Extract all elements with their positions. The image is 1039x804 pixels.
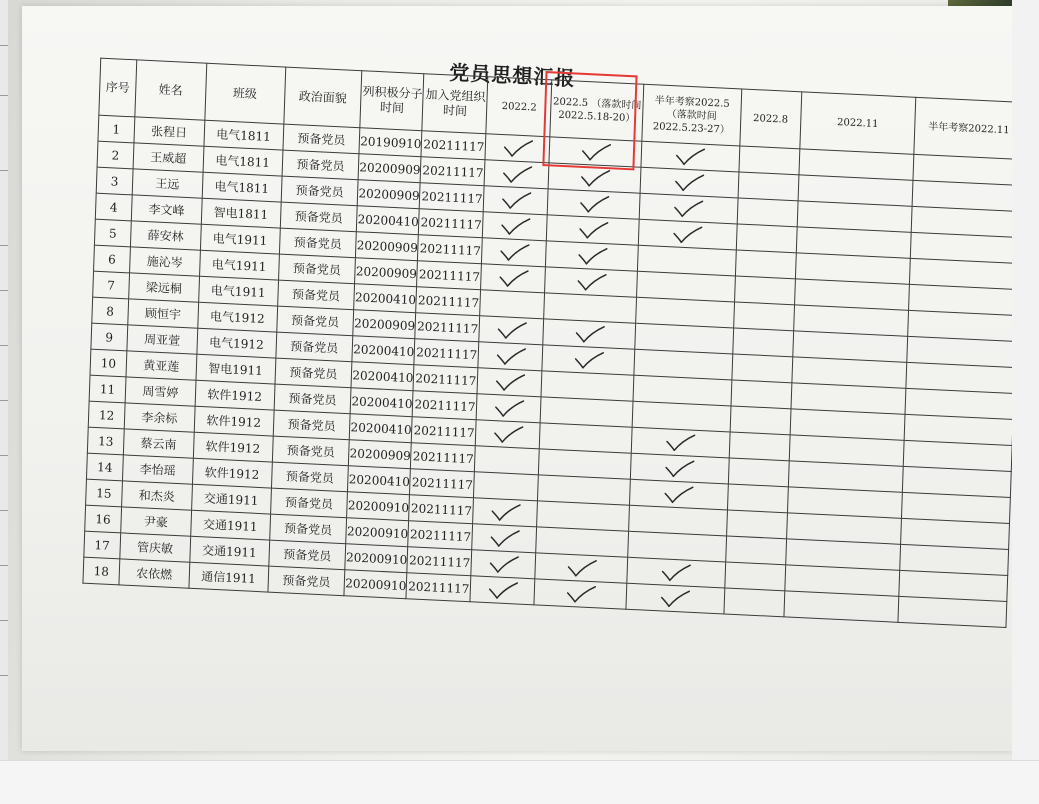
submission-cell-c4 [732,354,793,383]
political-status: 预备党员 [272,436,350,466]
row-number: 6 [94,245,131,273]
submission-cell-c4 [735,250,796,279]
column-header-c3: 半年考察2022.5 （落款时间 2022.5.23-27） [642,84,742,146]
submission-cell-c4 [729,432,790,461]
column-header-c2: 2022.5 （落款时间 2022.5.18-20） [550,80,644,141]
activist-date: 20200909 [353,310,416,339]
class-name: 电气1911 [200,224,280,254]
activist-date: 20190910 [359,128,422,157]
checkmark-icon [543,348,634,372]
submission-cell-c4 [733,328,794,357]
row-number: 7 [93,271,130,299]
column-header-joined: 加入党组织时间 [422,74,488,134]
class-name: 电气1811 [203,146,283,176]
join-date: 20211117 [411,443,476,472]
member-name: 李余标 [124,403,195,432]
political-status: 预备党员 [276,306,354,336]
join-date: 20211117 [408,521,473,550]
join-date: 20211117 [413,365,478,394]
political-status: 预备党员 [268,540,346,570]
submission-cell-c1 [485,160,550,189]
checkmark-icon [545,270,636,294]
join-date: 20211117 [409,495,474,524]
row-number: 5 [94,219,131,247]
activist-date: 20200410 [352,336,415,365]
class-name: 电气1811 [204,120,284,150]
activist-date: 20200910 [345,544,408,573]
submission-cell-c1 [482,238,547,267]
class-name: 软件1912 [195,380,275,410]
join-date: 20211117 [417,261,482,290]
join-date: 20211117 [416,287,481,316]
join-date: 20211117 [421,131,486,160]
submission-cell-c3 [626,583,725,614]
checkmark-icon [477,397,541,420]
checkmark-icon [642,144,739,169]
submission-cell-c1 [483,212,548,241]
checkmark-icon [535,582,626,606]
checkmark-icon [485,163,549,186]
checkmark-icon [631,456,728,481]
class-name: 电气1811 [202,172,282,202]
member-name: 农依燃 [119,559,190,588]
submission-cell-c4 [730,406,791,435]
submission-cell-c2 [534,579,627,609]
member-name: 王远 [132,169,203,198]
checkmark-icon [628,560,725,585]
checkmark-icon [471,579,535,602]
member-name: 黄亚莲 [126,351,197,380]
activist-date: 20200909 [356,232,419,261]
class-name: 电气1911 [198,276,278,306]
checkmark-icon [639,222,736,247]
submission-cell-c5 [784,591,899,623]
submission-cell-c1 [471,550,536,579]
checkmark-icon [476,423,540,446]
member-name: 梁远桐 [129,273,200,302]
column-header-activist: 列积极分子时间 [360,71,424,131]
activist-date: 20200410 [357,206,420,235]
column-header-name: 姓名 [135,60,207,120]
join-date: 20211117 [421,157,486,186]
submission-cell-c1 [479,316,544,345]
checkmark-icon [547,218,638,242]
row-number: 17 [84,531,121,559]
activist-date: 20200410 [350,414,413,443]
column-header-c6: 半年考察2022.11 [914,97,1012,159]
row-number: 1 [98,115,135,143]
political-status: 预备党员 [267,566,345,596]
checkmark-icon [473,527,537,550]
column-header-seq: 序号 [99,58,137,117]
row-number: 13 [87,427,124,455]
political-status: 预备党员 [275,332,353,362]
submission-cell-c4 [728,458,789,487]
political-status: 预备党员 [270,488,348,518]
row-number: 10 [90,349,127,377]
submission-cell-c1 [485,134,550,163]
submission-cell-c1 [477,368,542,397]
political-status: 预备党员 [273,410,351,440]
submission-cell-c1 [474,472,539,501]
political-status: 预备党员 [274,384,352,414]
activist-date: 20200410 [351,388,414,417]
row-number: 11 [89,375,126,403]
class-name: 软件1912 [194,406,274,436]
row-number: 4 [95,193,132,221]
document-photo [8,0,1012,760]
join-date: 20211117 [415,313,480,342]
class-name: 交通1911 [191,484,271,514]
activist-date: 20200910 [347,492,410,521]
checkmark-icon [480,319,544,342]
join-date: 20211117 [414,339,479,368]
member-name: 李怡瑶 [122,455,193,484]
class-name: 智电1911 [196,354,276,384]
political-status: 预备党员 [281,176,359,206]
submission-cell-c4 [739,146,800,175]
political-status: 预备党员 [271,462,349,492]
class-name: 电气1911 [199,250,279,280]
activist-date: 20200910 [346,518,409,547]
political-status: 预备党员 [283,124,361,154]
checkmark-icon [641,170,738,195]
submission-cell-c1 [473,498,538,527]
checkmark-icon [474,501,538,524]
join-date: 20211117 [418,235,483,264]
member-name: 尹豪 [121,507,192,536]
member-name: 和杰炎 [121,481,192,510]
submission-cell-c4 [738,172,799,201]
column-header-status: 政治面貌 [283,67,362,128]
political-status: 预备党员 [282,150,360,180]
member-name: 张程日 [134,117,205,146]
checkmark-icon [482,241,546,264]
checkmark-icon [627,586,724,611]
political-status: 预备党员 [278,254,356,284]
political-status: 预备党员 [275,358,353,388]
member-name: 施沁岑 [129,247,200,276]
row-number: 2 [97,141,134,169]
submission-cell-c4 [734,276,795,305]
submission-cell-c1 [470,576,535,605]
submission-cell-c4 [731,380,792,409]
class-name: 交通1911 [190,510,270,540]
row-number: 14 [86,453,123,481]
class-name: 电气1912 [197,302,277,332]
row-number: 15 [86,479,123,507]
submission-cell-c4 [727,484,788,513]
submission-cell-c1 [475,446,540,475]
join-date: 20211117 [419,209,484,238]
political-status: 预备党员 [280,202,358,232]
submission-cell-c6 [898,596,1007,627]
submission-cell-c4 [734,302,795,331]
checkmark-icon [483,215,547,238]
checkmark-icon [479,345,543,368]
submission-cell-c1 [478,342,543,371]
checkmark-icon [486,137,550,160]
submission-cell-c1 [477,394,542,423]
political-status: 预备党员 [279,228,357,258]
checkmark-icon [632,430,729,455]
table-sheet [8,4,1012,760]
row-number: 12 [88,401,125,429]
table-body [83,115,1012,627]
join-date: 20211117 [413,391,478,420]
class-name: 软件1912 [193,432,273,462]
row-number: 18 [83,557,120,585]
activist-date: 20200909 [358,180,421,209]
row-number: 9 [91,323,128,351]
highlight-box [542,71,637,170]
submission-cell-c4 [724,588,785,617]
activist-date: 20200410 [351,362,414,391]
row-number: 3 [96,167,133,195]
activist-date: 20200909 [349,440,412,469]
join-date: 20211117 [410,469,475,498]
class-name: 交通1911 [190,536,270,566]
column-header-c1: 2022.2 [486,77,552,137]
submission-cell-c1 [480,290,545,319]
member-name: 王威超 [133,143,204,172]
checkmark-icon [630,482,727,507]
checkmark-icon [640,196,737,221]
submission-cell-c4 [726,536,787,565]
column-header-c4: 2022.8 [740,89,802,149]
join-date: 20211117 [407,547,472,576]
column-header-c5: 2022.11 [800,92,917,155]
activist-date: 20200410 [348,466,411,495]
member-name: 蔡云南 [123,429,194,458]
checkmark-icon [546,244,637,268]
class-name: 通信1911 [189,562,269,592]
submission-cell-c1 [476,420,541,449]
checkmark-icon [482,267,546,290]
submission-cell-c4 [725,562,786,591]
submission-cell-c4 [737,198,798,227]
political-status: 预备党员 [277,280,355,310]
class-name: 软件1912 [192,458,272,488]
activist-date: 20200410 [354,284,417,313]
join-date: 20211117 [406,573,471,602]
join-date: 20211117 [412,417,477,446]
checkmark-icon [548,192,639,216]
member-name: 周亚萱 [127,325,198,354]
checkmark-icon [484,189,548,212]
activist-date: 20200910 [344,570,407,599]
document-title: 党员思想汇报 [448,60,576,91]
member-name: 顾恒宇 [128,299,199,328]
checkmark-icon [536,556,627,580]
checkmark-icon [544,322,635,346]
submission-cell-c4 [736,224,797,253]
submission-cell-c1 [484,186,549,215]
activist-date: 20200909 [358,154,421,183]
column-header-class: 班级 [205,63,286,124]
row-number: 8 [92,297,129,325]
viewer-bottom-bar [0,760,1039,804]
member-name: 管庆敏 [120,533,191,562]
checkmark-icon [478,371,542,394]
row-number: 16 [85,505,122,533]
checkmark-icon [472,553,536,576]
class-name: 电气1912 [197,328,277,358]
submission-cell-c1 [481,264,546,293]
activist-date: 20200909 [355,258,418,287]
submission-cell-c4 [726,510,787,539]
member-name: 薛安林 [130,221,201,250]
class-name: 智电1811 [201,198,281,228]
join-date: 20211117 [420,183,485,212]
member-name: 李文峰 [131,195,202,224]
member-name: 周雪婷 [125,377,196,406]
political-status: 预备党员 [269,514,347,544]
submission-cell-c1 [472,524,537,553]
